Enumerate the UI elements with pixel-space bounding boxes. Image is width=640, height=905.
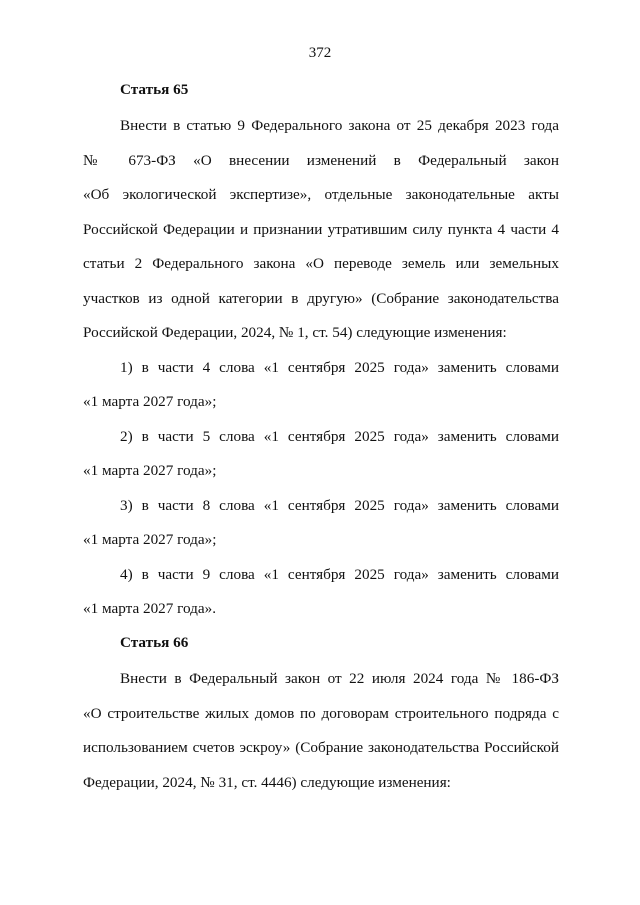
amendment-item-4-continuation: «1 марта 2027 года». [83,600,217,617]
article-65-text-line: участков из одной категории в другую» (Собрание законодательства [83,290,559,307]
article-66-text-line: использованием счетов эскроу» (Собрание законодательства Российской [83,739,559,756]
article-65-text-line: Российской Федерации и признании утратившим силу пункта 4 части 4 [83,221,559,238]
article-65-text-line: № 673-ФЗ «О внесении изменений в Федеральный закон [83,152,559,169]
amendment-item-2-continuation: «1 марта 2027 года»; [83,462,217,479]
article-65-text-line: статьи 2 Федерального закона «О переводе земель или земельных [83,255,559,272]
article-66-text-line: Внести в Федеральный закон от 22 июля 2024 года № 186-ФЗ [120,670,559,687]
amendment-item-3: 3) в части 8 слова «1 сентября 2025 года» заменить словами [120,497,559,514]
article-65-heading: Статья 65 [120,81,189,98]
amendment-item-1-continuation: «1 марта 2027 года»; [83,393,217,410]
amendment-item-2: 2) в части 5 слова «1 сентября 2025 года» заменить словами [120,428,559,445]
article-66-heading: Статья 66 [120,634,189,651]
amendment-item-1: 1) в части 4 слова «1 сентября 2025 года» заменить словами [120,359,559,376]
article-65-text-line: Российской Федерации, 2024, № 1, ст. 54) следующие изменения: [83,324,507,341]
page-number: 372 [308,45,332,61]
article-66-text-line: Федерации, 2024, № 31, ст. 4446) следующие изменения: [83,774,451,791]
amendment-item-4: 4) в части 9 слова «1 сентября 2025 года» заменить словами [120,566,559,583]
article-65-text-line: «Об экологической экспертизе», отдельные законодательные акты [83,186,559,203]
article-65-text-line: Внести в статью 9 Федерального закона от 25 декабря 2023 года [120,117,559,134]
article-66-text-line: «О строительстве жилых домов по договорам строительного подряда с [83,705,559,722]
amendment-item-3-continuation: «1 марта 2027 года»; [83,531,217,548]
